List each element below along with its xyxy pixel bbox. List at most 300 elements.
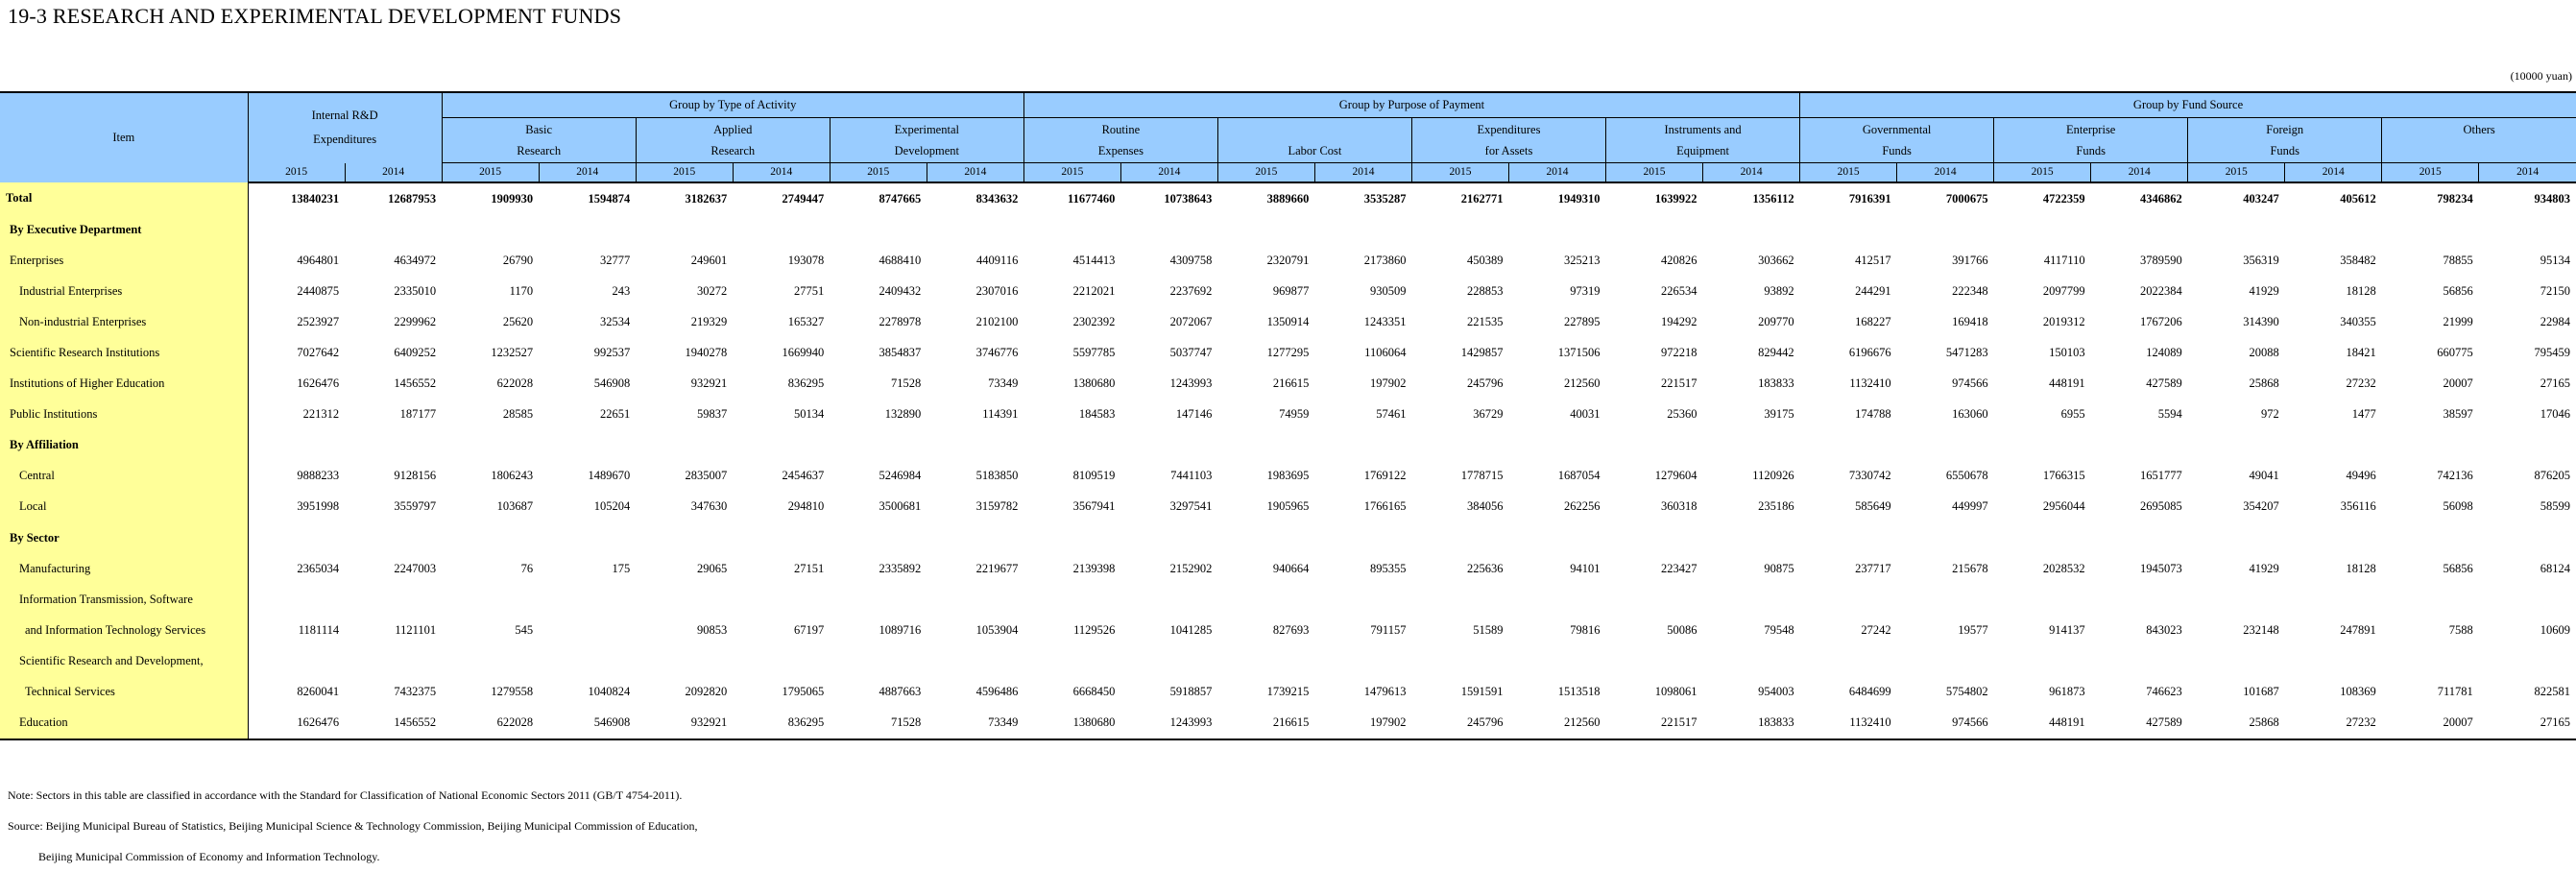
value-cell	[1994, 645, 2091, 676]
value-cell: 969877	[1272, 283, 1310, 298]
subheader-cell	[1800, 118, 1994, 163]
value-cell: 73349	[988, 376, 1019, 391]
value-cell: 5183850	[975, 469, 1019, 483]
value-cell: 3297541	[1169, 499, 1213, 514]
year-header: 2015	[1606, 163, 1703, 183]
value-cell	[636, 214, 733, 245]
header-group-activity: Group by Type of Activity	[442, 92, 1023, 118]
value-cell: 1120926	[1752, 469, 1794, 483]
value-cell: 17046	[2540, 407, 2570, 422]
value-cell	[1120, 645, 1217, 676]
value-cell: 1040824	[588, 685, 631, 699]
year-header: 2014	[1508, 163, 1605, 183]
value-cell: 235186	[1758, 499, 1794, 514]
value-cell: 1181114	[298, 622, 340, 637]
subheader-cell	[1994, 118, 2188, 163]
subheader-line1: Enterprise	[2065, 123, 2116, 136]
value-cell: 4722359	[2042, 191, 2085, 206]
value-cell: 6668450	[1072, 685, 1116, 699]
value-cell: 827693	[1272, 622, 1310, 637]
value-cell: 59837	[696, 407, 728, 422]
value-cell: 1639922	[1654, 191, 1697, 206]
value-cell: 1279604	[1654, 469, 1697, 483]
value-cell: 19577	[1958, 622, 1988, 637]
value-cell	[2285, 584, 2382, 615]
value-cell	[636, 645, 733, 676]
value-cell: 340355	[2340, 314, 2376, 328]
value-cell	[636, 430, 733, 461]
value-cell: 940664	[1272, 561, 1310, 575]
value-cell: 843023	[2146, 622, 2182, 637]
value-cell: 5754802	[1945, 685, 1988, 699]
value-cell: 2409432	[879, 283, 922, 298]
table-row	[0, 677, 2576, 708]
value-cell: 216615	[1272, 376, 1310, 391]
value-cell	[636, 522, 733, 553]
value-cell: 3951998	[297, 499, 340, 514]
year-header: 2014	[1120, 163, 1217, 183]
value-cell: 169418	[1952, 314, 1988, 328]
value-cell	[442, 214, 539, 245]
value-cell: 5037747	[1169, 346, 1213, 360]
value-cell	[2382, 584, 2479, 615]
value-cell: 8109519	[1072, 469, 1116, 483]
value-cell: 175	[612, 561, 631, 575]
value-cell: 972218	[1661, 346, 1697, 360]
value-cell	[830, 522, 927, 553]
value-cell	[733, 584, 830, 615]
value-cell: 836295	[733, 708, 830, 739]
value-cell: 448191	[2049, 376, 2085, 391]
row-label: Scientific Research Institutions	[0, 337, 248, 368]
value-cell: 1243351	[1363, 314, 1407, 328]
value-cell	[1314, 214, 1411, 245]
value-cell: 1766165	[1363, 499, 1407, 514]
value-cell: 2440875	[297, 283, 340, 298]
value-cell: 1041285	[1169, 622, 1213, 637]
value-cell: 325213	[1564, 253, 1601, 267]
value-cell	[2188, 430, 2285, 461]
value-cell: 9888233	[297, 469, 340, 483]
value-cell	[2382, 645, 2479, 676]
value-cell: 3567941	[1072, 499, 1116, 514]
value-cell	[2382, 430, 2479, 461]
value-cell	[1897, 214, 1994, 245]
value-cell: 183833	[1758, 376, 1794, 391]
notes-section	[8, 780, 698, 872]
value-cell: 448191	[1994, 708, 2091, 739]
value-cell: 197902	[1314, 708, 1411, 739]
value-cell	[2285, 214, 2382, 245]
value-cell: 2072067	[1169, 314, 1213, 328]
subheader-line1: Routine	[1101, 123, 1141, 136]
value-cell: 1121101	[395, 622, 437, 637]
value-cell: 71528	[830, 708, 927, 739]
value-cell	[248, 522, 345, 553]
table-row	[0, 369, 2576, 400]
value-cell: 50086	[1667, 622, 1697, 637]
value-cell	[733, 430, 830, 461]
value-cell	[1703, 522, 1800, 553]
value-cell: 1132410	[1849, 376, 1891, 391]
year-header: 2014	[927, 163, 1023, 183]
value-cell: 32777	[599, 253, 631, 267]
value-cell: 212560	[1508, 708, 1605, 739]
value-cell	[1897, 645, 1994, 676]
table-row	[0, 492, 2576, 522]
value-cell	[1703, 214, 1800, 245]
value-cell: 90853	[696, 622, 728, 637]
value-cell: 2162771	[1460, 191, 1504, 206]
value-cell: 4514413	[1072, 253, 1116, 267]
value-cell: 2022384	[2139, 283, 2182, 298]
value-cell: 7330742	[1848, 469, 1891, 483]
value-cell: 262256	[1564, 499, 1601, 514]
value-cell: 247891	[2340, 622, 2376, 637]
value-cell	[248, 430, 345, 461]
value-cell: 36729	[1473, 407, 1504, 422]
year-header: 2014	[2479, 163, 2576, 183]
value-cell: 4964801	[297, 253, 340, 267]
value-cell: 1098061	[1654, 685, 1697, 699]
value-cell: 303662	[1758, 253, 1794, 267]
subheader-line1: Instruments and	[1664, 123, 1742, 136]
value-cell: 1371506	[1557, 346, 1601, 360]
value-cell	[2285, 522, 2382, 553]
value-cell	[1800, 214, 1897, 245]
value-cell: 585649	[1855, 499, 1891, 514]
value-cell	[1508, 645, 1605, 676]
value-cell	[539, 214, 636, 245]
value-cell: 3854837	[879, 346, 922, 360]
value-cell	[1508, 522, 1605, 553]
value-cell: 184583	[1078, 407, 1116, 422]
value-cell	[2479, 645, 2576, 676]
value-cell: 132890	[884, 407, 922, 422]
value-cell: 228853	[1466, 283, 1504, 298]
value-cell: 73349	[927, 708, 1023, 739]
value-cell: 1277295	[1266, 346, 1310, 360]
value-cell	[345, 214, 442, 245]
year-header: 2014	[1703, 163, 1800, 183]
value-cell: 21999	[2443, 314, 2473, 328]
value-cell: 245796	[1466, 376, 1504, 391]
table-row	[0, 182, 2576, 214]
value-cell	[539, 584, 636, 615]
header-group-payment: Group by Purpose of Payment	[1023, 92, 1799, 118]
value-cell: 2019312	[2042, 314, 2085, 328]
value-cell	[1994, 522, 2091, 553]
value-cell: 2102100	[975, 314, 1019, 328]
value-cell	[1508, 214, 1605, 245]
value-cell: 1591591	[1460, 685, 1504, 699]
value-cell	[1023, 645, 1120, 676]
value-cell: 2835007	[685, 469, 728, 483]
value-cell: 78855	[2443, 253, 2473, 267]
value-cell: 174788	[1855, 407, 1891, 422]
value-cell: 49496	[2346, 469, 2376, 483]
value-cell: 68124	[2540, 561, 2570, 575]
value-cell	[1897, 584, 1994, 615]
source-text-line1: Source: Beijing Municipal Bureau of Statistics, Beijing Municipal Science & Technology Commission, Beijing Municipal Commission of Education,	[8, 819, 698, 833]
value-cell: 3500681	[879, 499, 922, 514]
value-cell	[1606, 645, 1703, 676]
value-cell: 1356112	[1752, 191, 1794, 206]
year-header: 2014	[2285, 163, 2382, 183]
value-cell: 165327	[787, 314, 825, 328]
value-cell: 2695085	[2139, 499, 2182, 514]
value-cell	[1314, 645, 1411, 676]
value-cell: 5594	[2157, 407, 2182, 422]
value-cell: 829442	[1758, 346, 1794, 360]
value-cell: 10609	[2540, 622, 2570, 637]
value-cell: 1909930	[491, 191, 534, 206]
value-cell: 1132410	[1800, 708, 1897, 739]
value-cell: 221517	[1661, 376, 1697, 391]
subheader-line1	[1218, 119, 1411, 140]
value-cell: 2302392	[1072, 314, 1116, 328]
value-cell: 1429857	[1460, 346, 1504, 360]
value-cell	[2479, 214, 2576, 245]
value-cell: 711781	[2437, 685, 2473, 699]
header-item-label: Item	[112, 131, 135, 144]
value-cell: 20007	[2443, 376, 2473, 391]
value-cell	[927, 584, 1023, 615]
row-label: and Information Technology Services	[0, 615, 248, 645]
value-cell: 1477	[2351, 407, 2376, 422]
value-cell: 163060	[1952, 407, 1988, 422]
value-cell: 2173860	[1363, 253, 1407, 267]
table-body	[0, 182, 2576, 739]
subheader-line1: Others	[2463, 123, 2495, 136]
value-cell: 791157	[1370, 622, 1407, 637]
value-cell: 3159782	[975, 499, 1019, 514]
subheader-line2: Funds	[1882, 144, 1912, 157]
value-cell: 1669940	[782, 346, 825, 360]
value-cell	[1314, 522, 1411, 553]
header-internal-line1: Internal R&D	[311, 109, 378, 123]
value-cell: 79816	[1570, 622, 1601, 637]
value-cell: 5471283	[1945, 346, 1988, 360]
value-cell: 28585	[502, 407, 534, 422]
year-header: 2015	[1217, 163, 1314, 183]
subheader-line2: Labor Cost	[1288, 144, 1342, 157]
value-cell: 97319	[1570, 283, 1601, 298]
value-cell: 4596486	[975, 685, 1019, 699]
header-item	[0, 92, 248, 182]
year-header: 2015	[636, 163, 733, 183]
year-header: 2015	[830, 163, 927, 183]
value-cell: 1380680	[1072, 376, 1116, 391]
table-row	[0, 461, 2576, 492]
subheader-line1: Applied	[713, 123, 753, 136]
value-cell: 57461	[1376, 407, 1407, 422]
value-cell: 13840231	[291, 191, 340, 206]
value-cell: 742136	[2437, 469, 2473, 483]
rd-funds-table	[0, 91, 2576, 740]
row-label: Non-industrial Enterprises	[0, 306, 248, 337]
value-cell	[1508, 430, 1605, 461]
year-header: 2014	[1897, 163, 1994, 183]
value-cell	[1508, 584, 1605, 615]
value-cell: 93892	[1764, 283, 1794, 298]
value-cell	[1606, 214, 1703, 245]
subheader-line1: Experimental	[894, 123, 959, 136]
year-header: 2014	[2091, 163, 2188, 183]
value-cell: 25868	[2188, 708, 2285, 739]
value-cell: 6484699	[1848, 685, 1891, 699]
value-cell: 2097799	[2042, 283, 2085, 298]
value-cell: 32534	[599, 314, 631, 328]
subheader-line1: Expenditures	[1477, 123, 1541, 136]
value-cell	[830, 430, 927, 461]
value-cell	[1411, 430, 1508, 461]
year-header: 2015	[248, 163, 345, 183]
value-cell: 2320791	[1266, 253, 1310, 267]
value-cell: 1106064	[1364, 346, 1407, 360]
value-cell: 72150	[2540, 283, 2570, 298]
value-cell: 4117110	[2043, 253, 2085, 267]
table-row	[0, 708, 2576, 739]
value-cell: 187177	[399, 407, 437, 422]
value-cell	[345, 430, 442, 461]
row-label: Education	[0, 708, 248, 739]
row-label: By Affiliation	[0, 430, 248, 461]
value-cell	[927, 214, 1023, 245]
value-cell: 1479613	[1363, 685, 1407, 699]
value-cell: 4887663	[879, 685, 922, 699]
value-cell: 4688410	[879, 253, 922, 267]
value-cell: 7432375	[394, 685, 437, 699]
value-cell: 95134	[2540, 253, 2570, 267]
value-cell: 38597	[2443, 407, 2473, 422]
subheader-cell	[1606, 118, 1800, 163]
value-cell: 41929	[2249, 561, 2279, 575]
value-cell: 8747665	[879, 191, 922, 206]
table-row	[0, 522, 2576, 553]
value-cell: 8343632	[975, 191, 1019, 206]
value-cell: 7441103	[1170, 469, 1213, 483]
subheader-cell	[636, 118, 830, 163]
value-cell: 4634972	[394, 253, 437, 267]
table-row	[0, 214, 2576, 245]
subheader-line2: Funds	[2076, 144, 2106, 157]
value-cell: 9128156	[394, 469, 437, 483]
value-cell: 18128	[2346, 561, 2376, 575]
table-row	[0, 645, 2576, 676]
value-cell: 27165	[2479, 708, 2576, 739]
value-cell: 822581	[2534, 685, 2570, 699]
value-cell: 2956044	[2042, 499, 2085, 514]
value-cell: 221535	[1466, 314, 1504, 328]
value-cell: 20007	[2382, 708, 2479, 739]
row-label: Total	[0, 182, 248, 214]
value-cell: 1945073	[2139, 561, 2182, 575]
subheader-line1: Foreign	[2266, 123, 2304, 136]
value-cell: 29065	[696, 561, 728, 575]
value-cell: 1651777	[2139, 469, 2182, 483]
value-cell: 237717	[1855, 561, 1891, 575]
value-cell: 25868	[2249, 376, 2279, 391]
value-cell	[2188, 645, 2285, 676]
subheader-line2: Development	[894, 144, 959, 157]
value-cell: 1940278	[685, 346, 728, 360]
value-cell	[345, 645, 442, 676]
subheader-line2: for Assets	[1484, 144, 1533, 157]
value-cell: 294810	[787, 499, 825, 514]
value-cell: 223427	[1661, 561, 1697, 575]
value-cell: 5918857	[1169, 685, 1213, 699]
value-cell: 347630	[690, 499, 728, 514]
value-cell: 1983695	[1266, 469, 1310, 483]
value-cell	[1800, 584, 1897, 615]
value-cell: 27232	[2285, 708, 2382, 739]
value-cell: 1350914	[1266, 314, 1310, 328]
row-label: Technical Services	[0, 677, 248, 708]
value-cell: 18421	[2346, 346, 2376, 360]
value-cell: 2237692	[1169, 283, 1213, 298]
value-cell	[1897, 522, 1994, 553]
value-cell: 4309758	[1169, 253, 1213, 267]
value-cell: 1949310	[1557, 191, 1601, 206]
value-cell	[1217, 584, 1314, 615]
value-cell: 90875	[1764, 561, 1794, 575]
value-cell: 227895	[1564, 314, 1601, 328]
subheader-cell	[830, 118, 1023, 163]
value-cell: 2365034	[297, 561, 340, 575]
table-row	[0, 306, 2576, 337]
value-cell: 795459	[2534, 346, 2570, 360]
row-label: Central	[0, 461, 248, 492]
subheader-cell	[2188, 118, 2382, 163]
subheader-line2: Funds	[2270, 144, 2300, 157]
value-cell: 114391	[982, 407, 1019, 422]
year-header: 2015	[1023, 163, 1120, 183]
value-cell: 403247	[2243, 191, 2279, 206]
value-cell: 449997	[1952, 499, 1988, 514]
value-cell: 412517	[1855, 253, 1891, 267]
value-cell	[248, 584, 345, 615]
value-cell: 39175	[1764, 407, 1794, 422]
row-label: Public Institutions	[0, 400, 248, 430]
value-cell: 30272	[696, 283, 728, 298]
year-header: 2014	[539, 163, 636, 183]
value-cell: 243	[612, 283, 631, 298]
value-cell: 6550678	[1945, 469, 1988, 483]
row-label: Scientific Research and Development,	[0, 645, 248, 676]
value-cell: 546908	[593, 376, 631, 391]
value-cell: 1795065	[782, 685, 825, 699]
value-cell	[1703, 645, 1800, 676]
value-cell: 1806243	[491, 469, 534, 483]
value-cell	[1606, 430, 1703, 461]
row-label: Institutions of Higher Education	[0, 369, 248, 400]
value-cell: 1513518	[1557, 685, 1601, 699]
value-cell: 1279558	[491, 685, 534, 699]
value-cell: 2523927	[297, 314, 340, 328]
value-cell: 6196676	[1848, 346, 1891, 360]
value-cell: 41929	[2249, 283, 2279, 298]
value-cell: 622028	[442, 708, 539, 739]
year-header: 2015	[1994, 163, 2091, 183]
value-cell: 40031	[1570, 407, 1601, 422]
value-cell	[2479, 522, 2576, 553]
value-cell: 1243993	[1169, 376, 1213, 391]
value-cell: 79548	[1764, 622, 1794, 637]
value-cell: 2454637	[782, 469, 825, 483]
value-cell	[927, 430, 1023, 461]
value-cell: 546908	[539, 708, 636, 739]
